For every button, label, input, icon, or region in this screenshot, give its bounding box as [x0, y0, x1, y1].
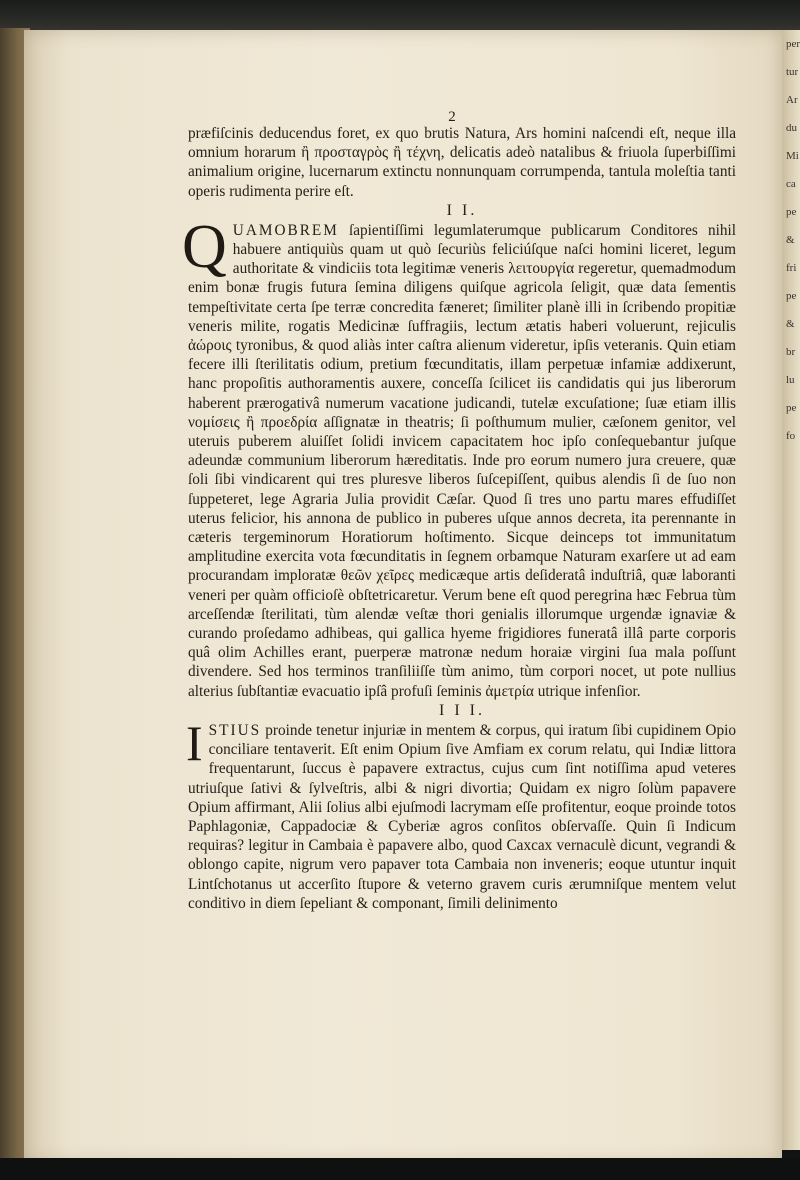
- facing-page-edge: [782, 30, 800, 1150]
- facing-fragment: fri: [786, 262, 797, 274]
- facing-fragment: tur: [786, 66, 799, 78]
- page-number: 2: [448, 109, 456, 125]
- facing-fragment: Mi: [786, 150, 799, 162]
- facing-fragment: pe: [786, 290, 797, 302]
- facing-fragment: fo: [786, 430, 796, 442]
- section-ii-paragraph: [182, 212, 736, 701]
- drop-cap: I: [186, 714, 203, 771]
- page-text: [182, 109, 736, 913]
- facing-fragment: per: [786, 38, 800, 50]
- section-iii-paragraph: [186, 714, 736, 913]
- facing-fragment: lu: [786, 374, 795, 386]
- facing-fragment: br: [786, 346, 796, 358]
- facing-fragment: pe: [786, 402, 797, 414]
- facing-fragment: Ar: [786, 94, 798, 106]
- paragraph-body: ſapientiſſimi legumlaterumque publicarum Conditores nihil habuere antiquiùs quam ut quò ſecuriùs feliciúſque naſci homini liceret, legum authoritate & vindiciis tota legitimæ veneris λειτουργία regeretur, quemadmodum enim bonæ frugis futura ſemina diligens quiſque agricola ſeligit, quæ data ſementis tempeſtivitate certa ſpe terræ concredita fæneret; ſimiliter planè illi in ſcribendo propitiæ veneris milite, rogatis Medicinæ ſuffragiis, lectum ætatis haberi voluerunt, rejiculis ἀώροις tyronibus, & quod aliàs inter caſtra alienum videretur, ipſis veteranis. Quin etiam fecere illi ſterilitatis odium, pretium fœcunditatis, illam perpetuæ infamiæ addixerunt, hanc propoſitis authoramentis auxere, conceſſa ſcilicet iis candidatis qui jus liberorum haberent prærogativâ numerum vacatione judicandi, tutelæ excuſatione; ſuæ etiam illis νομίσεις ἢ προεδρία aſſignatæ in theatris; ſi poſthumum mulier, cæſonem genitor, vel uteruis puberem aluiſſet ſolidi invicem capacitatem hoc ipſo conſequebantur juſque adeundæ communium liberorum hæreditatis. Inde pro eorum numero jura creuere, quæ ſoli ſibi vindicarent qui tres pluresve liberos ſuſcepiſſent, quibus alendis ſi de ſuo non ſuppeteret, lege Agraria Julia providit Cæſar. Quod ſi tres uno partu mares effudiſſet uterus felicior, his annona de publico in puberes uſque annos decreta, ita perennante in cæteris tergeminorum Horatiorum hoſtimento. Sicque deinceps tot immunitatum amplitudine exercita vota fœcunditatis in ſegnem orbamque Naturam exarſere ut ad eam procurandam imploratæ θεῶν χεῖρες medicæque artis deſideratâ induſtriâ, quæ laboranti veneri per quàm officioſè obſtetricaretur. Verum bene eſt quod peregrina hæc Februa tùm arceſſendæ ſterilitati, tùm alendæ veſtæ thori genialis illorumque urgendæ ignaviæ & curando proſedamo adhibeas, qui gallica hyeme frigidiores funeratâ illâ parte corporis quâ olim Achilles erant, puerperæ matronæ nedum horaiæ virgini ſua mala poſſunt divendere. Sed hos terminos tranſiliiſſe tùm animo, tùm corpori nocet, ut pote nullius alterius ſubſtantiæ evacuatio ipſâ profuſi ſeminis ἀμετρία utrique infenſior.: [188, 221, 736, 700]
- section-numeral: I I.: [446, 201, 478, 219]
- facing-fragment: du: [786, 122, 797, 134]
- lead-word: STIUS: [208, 721, 262, 739]
- book-bottom-edge: [0, 1158, 800, 1180]
- paragraph-body: proinde tenetur injuriæ in mentem & corpus, qui iratum ſibi cupidinem Opio conciliare tentaverit. Eſt enim Opium ſive Amfiam ex corum relatu, qui Indiæ littora frequentarunt, ſuccus è papavere extractus, cujus cum ſint notiſſima apud veteres utriuſque ſativi & ſylveſtris, albi & nigri divortia; Quidam ex nigro ſolùm papavere Opium affirmant, Alii ſolius albi ejuſmodi lacrymam eſſe profitentur, eoque proinde totos Paphlagoniæ, Cappadociæ & Cyberiæ agros conſitos obſervaſſe. Quin ſi Indicum requiras? legitur in Cambaia è papavere albo, quod Caxcax vernaculè dicunt, vegrandi & oblongo capite, nigrum vero papaver tota Cambaia non inveneris; eoque utuntur inquit Lintſchotanus ut accerſito ſtupore & veterno gravem curis ærumniſque mentem velut conditivo in diem ſepeliant & componant, ſimili delinimento: [188, 721, 736, 912]
- facing-fragment: &: [786, 318, 795, 330]
- intro-paragraph: præfiſcinis deducendus foret, ex quo brutis Natura, Ars homini naſcendi eſt, neque illa omnium horarum ἢ προσταγρὸς ἢ τέχνη, delicatis adeò natalibus & friuola ſuperbiſſimi animalium origine, lucernarum extinctu nonnunquam corrumpenda, tantula moleſtia tanti operis rudimenta perire eſt.: [188, 125, 736, 200]
- facing-fragment: &: [786, 234, 795, 246]
- book-top-edge: [0, 0, 800, 34]
- drop-cap: Q: [182, 212, 227, 281]
- lead-word: UAMOBREM: [232, 221, 339, 239]
- facing-fragment: ca: [786, 178, 796, 190]
- section-numeral: I I I.: [439, 701, 485, 719]
- facing-fragment: pe: [786, 206, 797, 218]
